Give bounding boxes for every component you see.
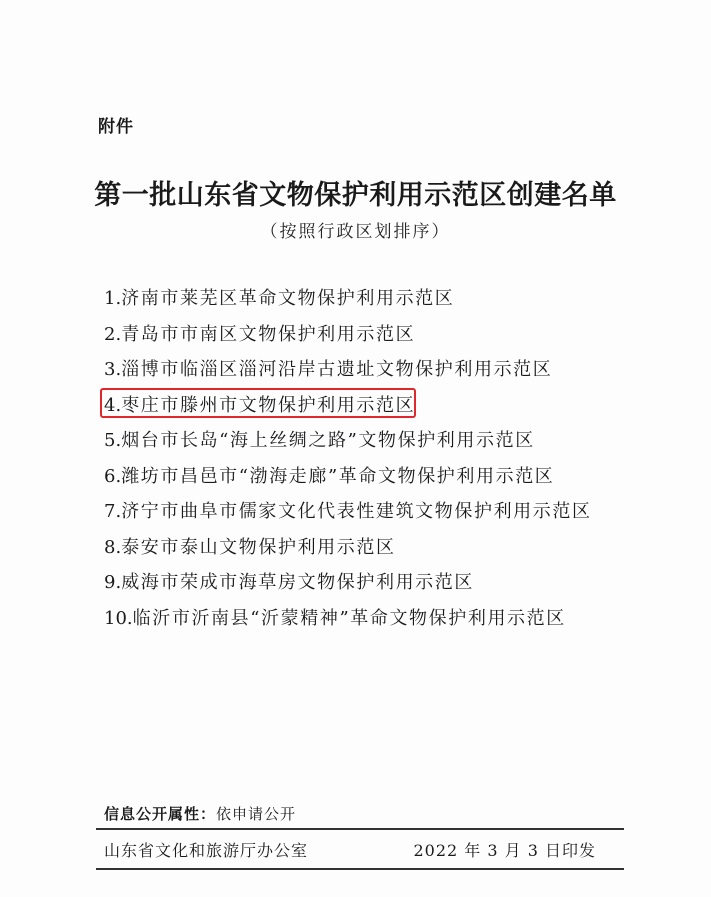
item-number: 8. <box>104 536 122 558</box>
disclosure-line <box>104 803 296 824</box>
document-title: 第一批山东省文物保护利用示范区创建名单 <box>94 180 617 211</box>
item-text: 青岛市市南区文物保护利用示范区 <box>121 323 416 345</box>
item-number: 9. <box>104 572 122 593</box>
list-item <box>104 359 592 395</box>
list-item-highlighted <box>104 395 592 431</box>
footer-rule-top <box>96 828 624 830</box>
item-text: 潍坊市昌邑市“渤海走廊”革命文物保护利用示范区 <box>121 465 555 487</box>
document-subtitle: （按照行政区划排序） <box>260 222 451 242</box>
item-text: 济宁市曲阜市儒家文化代表性建筑文物保护利用示范区 <box>121 501 592 522</box>
item-text: 淄博市临淄区淄河沿岸古遗址文物保护利用示范区 <box>121 359 553 380</box>
item-text: 济南市莱芜区革命文物保护利用示范区 <box>121 288 455 309</box>
list-item <box>104 324 592 360</box>
footer-issuer: 山东省文化和旅游厅办公室 <box>104 841 309 860</box>
list-item <box>104 572 592 608</box>
item-number: 5. <box>104 430 122 451</box>
footer-date: 2022 年 3 月 3 日印发 <box>413 841 596 860</box>
disclosure-value: 依申请公开 <box>216 805 297 823</box>
list-item <box>104 430 592 466</box>
item-number: 4. <box>104 394 122 416</box>
item-number: 7. <box>104 501 122 522</box>
attachment-label: 附件 <box>98 117 134 137</box>
item-number: 10. <box>104 607 133 629</box>
list-item <box>104 537 592 573</box>
item-text: 威海市荣成市海草房文物保护利用示范区 <box>121 572 474 593</box>
item-text: 枣庄市滕州市文物保护利用示范区 <box>121 394 416 416</box>
list-item <box>104 501 592 537</box>
list-item <box>104 288 592 324</box>
item-number: 2. <box>104 323 122 345</box>
footer-rule-bottom <box>96 868 624 870</box>
item-number: 3. <box>104 359 122 380</box>
list-item <box>104 608 592 644</box>
item-number: 1. <box>104 288 122 309</box>
item-text: 烟台市长岛“海上丝绸之路”文物保护利用示范区 <box>121 430 535 451</box>
item-text: 临沂市沂南县“沂蒙精神”革命文物保护利用示范区 <box>132 607 566 629</box>
item-number: 6. <box>104 465 122 487</box>
disclosure-key: 信息公开属性： <box>104 805 217 823</box>
item-text: 泰安市泰山文物保护利用示范区 <box>121 536 396 558</box>
list-item <box>104 466 592 502</box>
demonstration-zone-list <box>104 288 592 643</box>
